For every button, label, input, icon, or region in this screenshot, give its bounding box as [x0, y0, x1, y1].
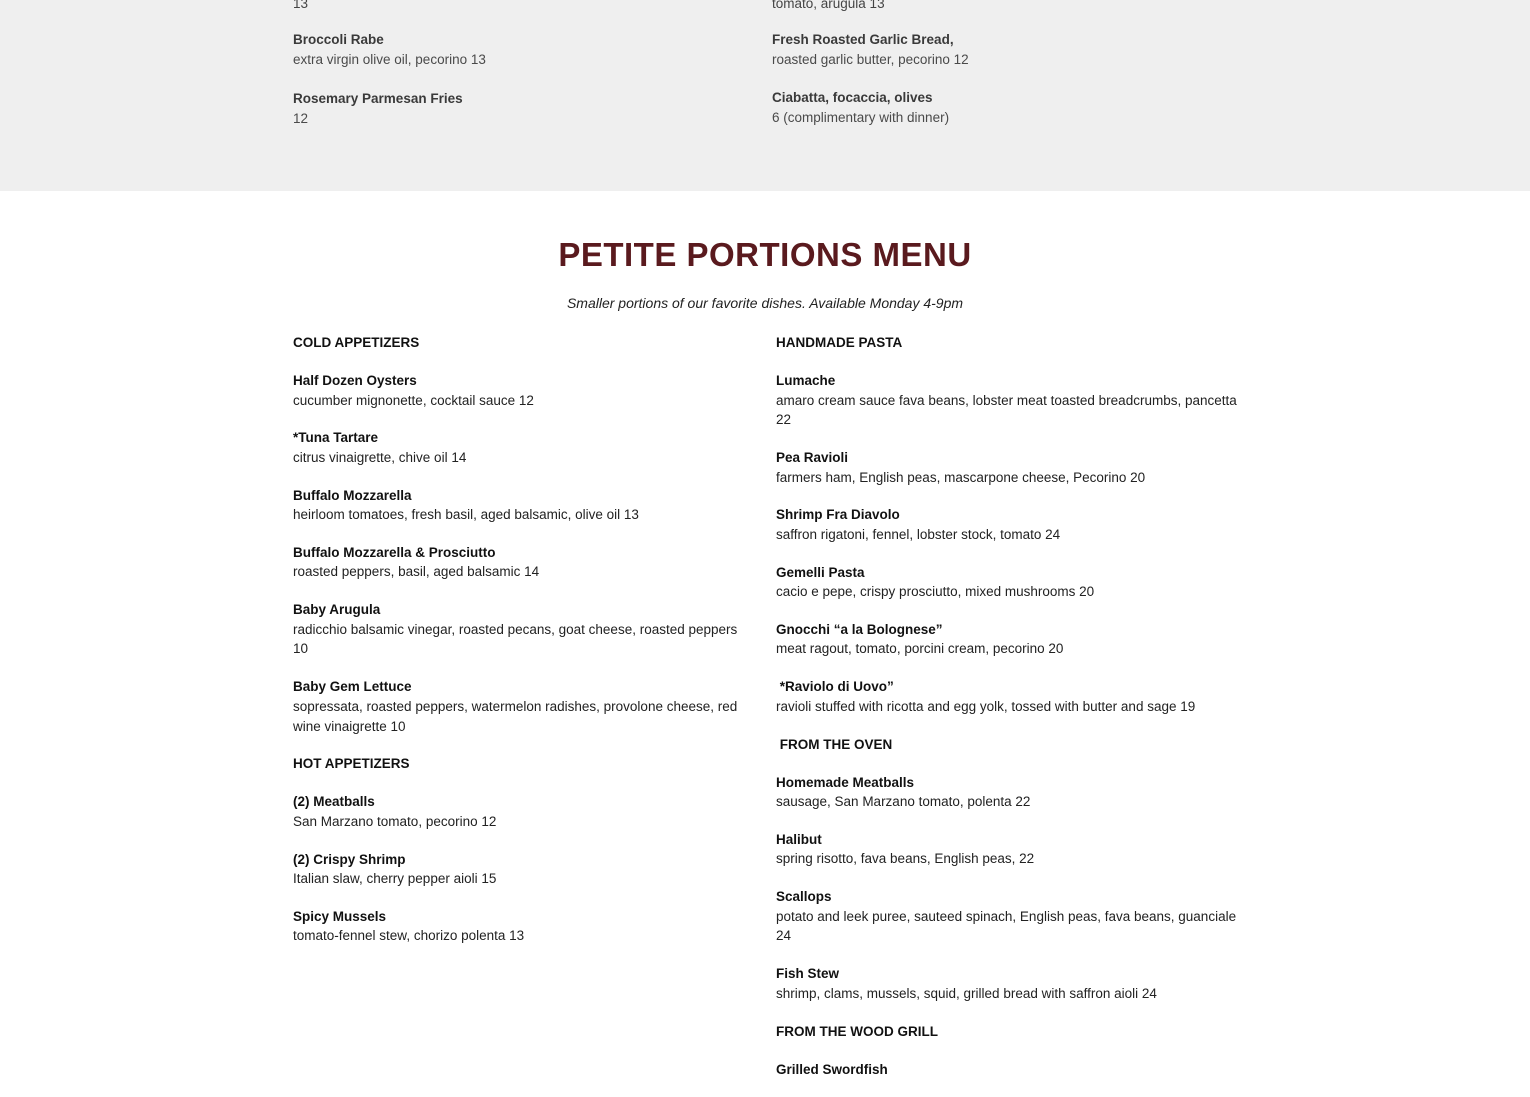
- item-description: spring risotto, fava beans, English peas, 22: [776, 851, 1035, 867]
- item-description: sopressata, roasted peppers, watermelon radishes, provolone cheese, red wine vinaigrette 10: [293, 698, 738, 734]
- menu-item: [293, 486, 753, 525]
- menu-item: [293, 428, 753, 467]
- item-title: Halibut: [776, 831, 822, 847]
- section-heading-from-the-oven: FROM THE OVEN: [776, 736, 893, 752]
- item-title: Buffalo Mozzarella & Prosciutto: [293, 544, 496, 560]
- menu-item: [776, 448, 1246, 487]
- item-description: tomato-fennel stew, chorizo polenta 13: [293, 928, 525, 944]
- menu-item: [776, 563, 1246, 602]
- menu-subtitle: Smaller portions of our favorite dishes. Available Monday 4-9pm: [566, 295, 964, 311]
- item-description: 12: [293, 111, 309, 126]
- previous-menu-section: [0, 0, 1530, 191]
- item-description: San Marzano tomato, pecorino 12: [293, 813, 497, 829]
- item-description: amaro cream sauce fava beans, lobster meat toasted breadcrumbs, pancetta 22: [776, 392, 1237, 428]
- menu-item: [776, 964, 1246, 1003]
- item-description: radicchio balsamic vinegar, roasted pecans, goat cheese, roasted peppers 10: [293, 621, 738, 657]
- item-description: saffron rigatoni, fennel, lobster stock, tomato 24: [776, 526, 1061, 542]
- menu-item: [772, 30, 1232, 70]
- menu-item: [293, 600, 753, 659]
- item-title: Fresh Roasted Garlic Bread,: [772, 32, 954, 47]
- menu-item: [776, 773, 1246, 812]
- item-title: Spicy Mussels: [293, 908, 387, 924]
- item-description: potato and leek puree, sauteed spinach, English peas, fava beans, guanciale 24: [776, 908, 1237, 944]
- menu-item: [776, 371, 1246, 430]
- left-menu-column: [293, 333, 753, 964]
- right-menu-column: [776, 333, 1246, 1097]
- item-title: Broccoli Rabe: [293, 32, 384, 47]
- cut-off-description: tomato, arugula 13: [772, 0, 885, 11]
- menu-item: [293, 30, 753, 70]
- item-description: cucumber mignonette, cocktail sauce 12: [293, 392, 534, 408]
- page-title: PETITE PORTIONS MENU: [558, 236, 972, 273]
- menu-item: [776, 677, 1246, 716]
- menu-item: [776, 505, 1246, 544]
- cut-off-price: 13: [293, 0, 309, 11]
- section-heading-from-the-wood-grill: FROM THE WOOD GRILL: [776, 1023, 938, 1039]
- item-title: Baby Arugula: [293, 602, 381, 618]
- item-description: shrimp, clams, mussels, squid, grilled bread with saffron aioli 24: [776, 985, 1157, 1001]
- item-title: *Raviolo di Uovo”: [776, 679, 894, 695]
- item-title: Half Dozen Oysters: [293, 373, 417, 388]
- menu-item: [293, 543, 753, 582]
- menu-item: [293, 89, 753, 129]
- menu-item: [776, 1060, 1246, 1080]
- item-title: (2) Crispy Shrimp: [293, 851, 406, 867]
- item-title: Fish Stew: [776, 966, 840, 982]
- item-title: (2) Meatballs: [293, 794, 375, 810]
- item-title: Lumache: [776, 373, 836, 388]
- menu-item: [293, 907, 753, 946]
- menu-item: [776, 887, 1246, 946]
- item-title: Rosemary Parmesan Fries: [293, 91, 463, 106]
- item-title: Gnocchi “a la Bolognese”: [776, 621, 943, 637]
- item-title: Gemelli Pasta: [776, 564, 865, 580]
- item-title: Buffalo Mozzarella: [293, 487, 412, 503]
- menu-item: [293, 792, 753, 831]
- section-heading-hot-appetizers: HOT APPETIZERS: [293, 756, 410, 772]
- menu-item: [776, 620, 1246, 659]
- item-description: ravioli stuffed with ricotta and egg yolk, tossed with butter and sage 19: [776, 698, 1196, 714]
- item-description: 6 (complimentary with dinner): [772, 110, 950, 125]
- item-title: Ciabatta, focaccia, olives: [772, 90, 933, 105]
- item-description: heirloom tomatoes, fresh basil, aged balsamic, olive oil 13: [293, 507, 639, 523]
- menu-item: [772, 88, 1232, 128]
- item-title: Baby Gem Lettuce: [293, 679, 412, 695]
- item-description: farmers ham, English peas, mascarpone cheese, Pecorino 20: [776, 469, 1146, 485]
- item-title: Grilled Swordfish: [776, 1061, 888, 1077]
- item-title: *Tuna Tartare: [293, 430, 379, 446]
- section-heading-cold-appetizers: COLD APPETIZERS: [293, 335, 420, 350]
- item-description: citrus vinaigrette, chive oil 14: [293, 449, 467, 465]
- item-title: Pea Ravioli: [776, 450, 849, 466]
- item-description: meat ragout, tomato, porcini cream, pecorino 20: [776, 641, 1064, 657]
- menu-item: [293, 677, 753, 736]
- item-title: Shrimp Fra Diavolo: [776, 507, 900, 523]
- item-title: Scallops: [776, 889, 832, 905]
- item-description: roasted garlic butter, pecorino 12: [772, 52, 969, 67]
- menu-item: [293, 850, 753, 889]
- item-description: extra virgin olive oil, pecorino 13: [293, 52, 486, 67]
- menu-item: [293, 371, 753, 410]
- item-description: roasted peppers, basil, aged balsamic 14: [293, 564, 540, 580]
- item-description: sausage, San Marzano tomato, polenta 22: [776, 794, 1031, 810]
- item-description: cacio e pepe, crispy prosciutto, mixed mushrooms 20: [776, 584, 1095, 600]
- menu-item: [776, 830, 1246, 869]
- item-description: Italian slaw, cherry pepper aioli 15: [293, 871, 497, 887]
- item-title: Homemade Meatballs: [776, 774, 915, 790]
- section-heading-handmade-pasta: HANDMADE PASTA: [776, 335, 903, 350]
